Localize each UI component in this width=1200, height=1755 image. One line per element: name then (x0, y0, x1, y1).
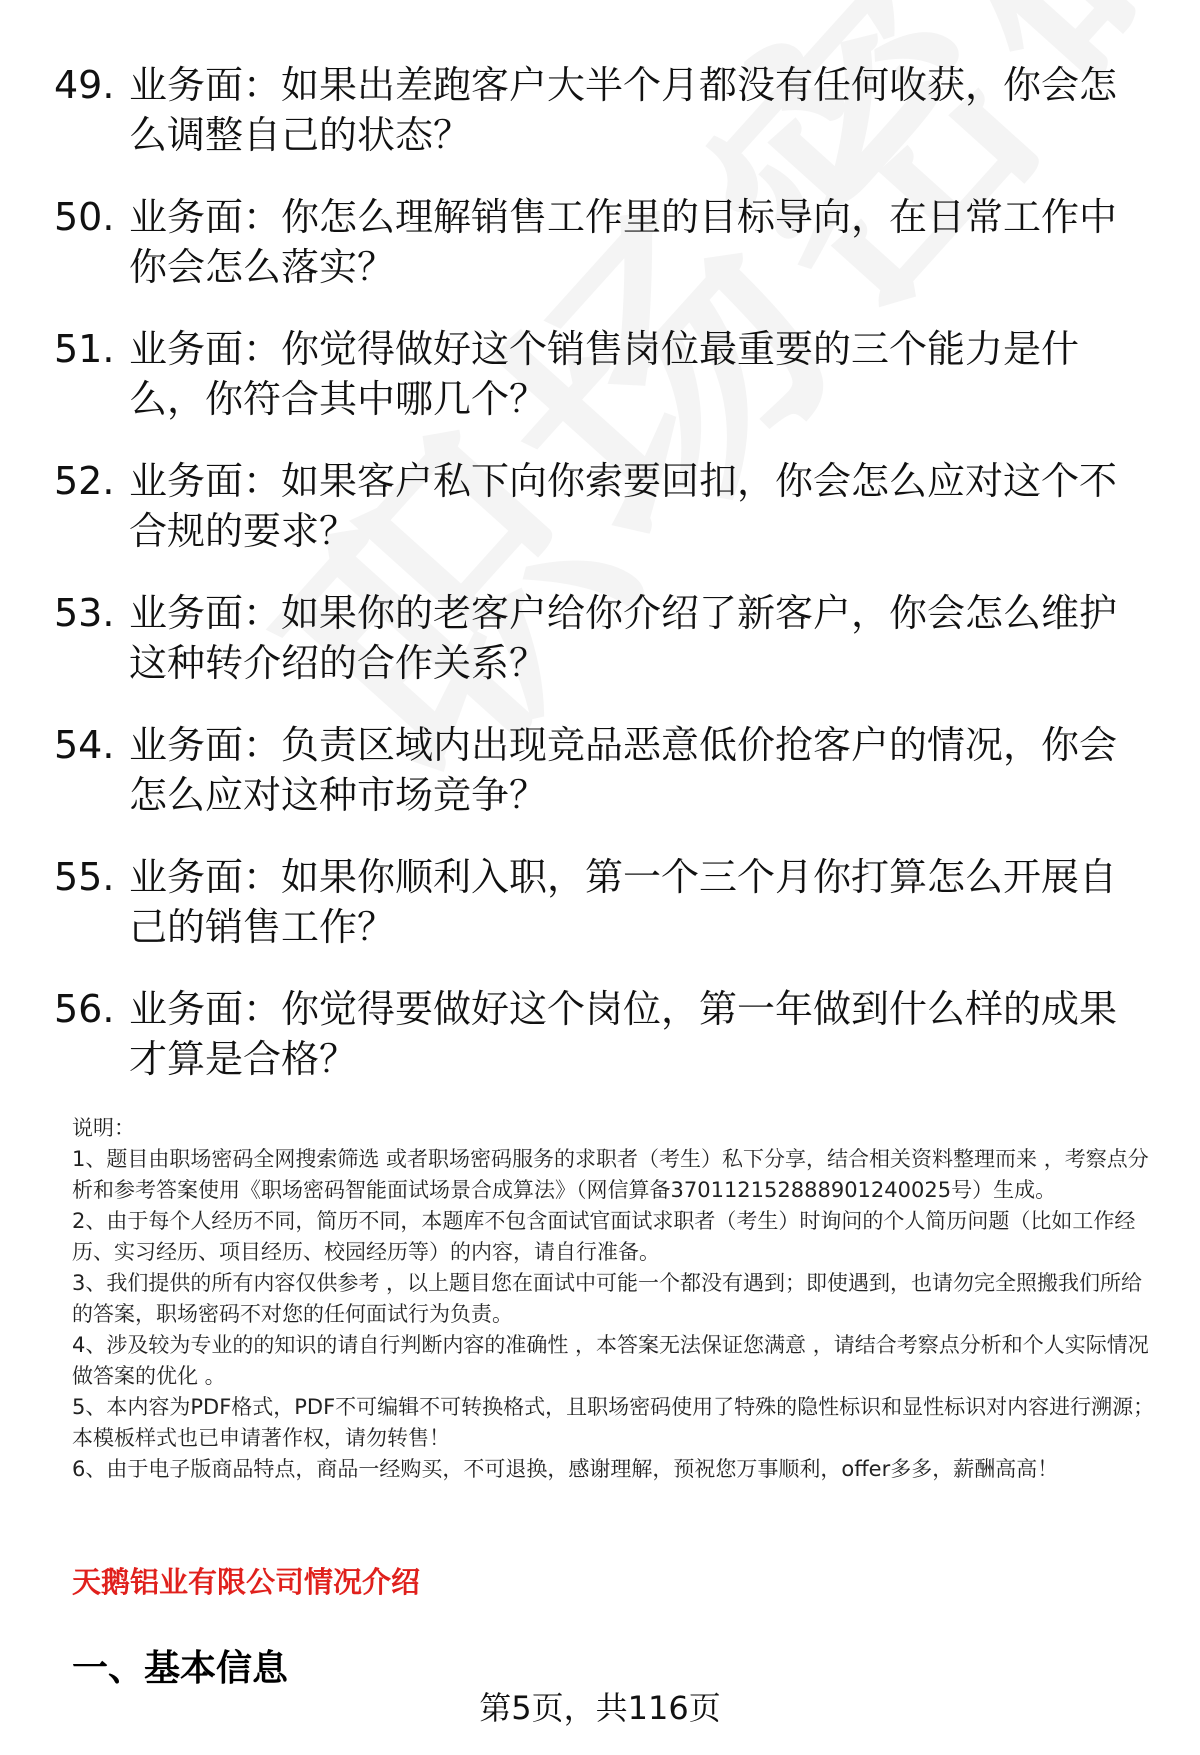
notes-heading: 说明： (72, 1116, 135, 1140)
question-number: 56. (54, 987, 115, 1031)
question-number: 49. (54, 63, 115, 107)
question-item (54, 324, 1154, 424)
section-heading: 一、基本信息 (72, 1648, 289, 1689)
question-text: 业务面：如果出差跑客户大半个月都没有任何收获，你会怎么调整自己的状态？ (129, 63, 1118, 157)
question-item (54, 60, 1154, 160)
question-text: 业务面：你觉得要做好这个岗位，第一年做到什么样的成果才算是合格？ (129, 987, 1118, 1081)
company-title: 天鹅铝业有限公司情况介绍 (72, 1565, 421, 1599)
question-text: 业务面：你觉得做好这个销售岗位最重要的三个能力是什么，你符合其中哪几个？ (129, 327, 1080, 421)
note-item: 3、我们提供的所有内容仅供参考 ，以上题目您在面试中可能一个都没有遇到；即使遇到，也请勿完全照搬我们所给的答案，职场密码不对您的任何面试行为负责。 (72, 1271, 1143, 1326)
question-item (54, 720, 1154, 820)
question-number: 51. (54, 327, 115, 371)
question-item (54, 192, 1154, 292)
question-number: 55. (54, 855, 115, 899)
note-item: 2、由于每个人经历不同，简历不同，本题库不包含面试官面试求职者（考生）时询问的个人简历问题（比如工作经历、实习经历、项目经历、校园经历等）的内容，请自行准备。 (72, 1209, 1136, 1264)
question-text: 业务面：如果你的老客户给你介绍了新客户，你会怎么维护这种转介绍的合作关系？ (129, 591, 1118, 685)
page-number: 第5页，共116页 (479, 1689, 721, 1727)
question-number: 50. (54, 195, 115, 239)
note-item: 6、由于电子版商品特点，商品一经购买，不可退换，感谢理解，预祝您万事顺利，offer多多，薪酬高高！ (72, 1457, 1059, 1481)
note-item: 5、本内容为PDF格式，PDF不可编辑不可转换格式，且职场密码使用了特殊的隐性标识和显性标识对内容进行溯源；本模板样式也已申请著作权，请勿转售！ (72, 1395, 1155, 1450)
question-text: 业务面：如果客户私下向你索要回扣，你会怎么应对这个不合规的要求？ (129, 459, 1118, 553)
question-text: 业务面：负责区域内出现竞品恶意低价抢客户的情况，你会怎么应对这种市场竞争？ (129, 723, 1118, 817)
question-text: 业务面：如果你顺利入职，第一个三个月你打算怎么开展自己的销售工作？ (129, 855, 1118, 949)
question-item (54, 588, 1154, 688)
note-item: 4、涉及较为专业的的知识的请自行判断内容的准确性 ，本答案无法保证您满意 ，请结合考察点分析和个人实际情况做答案的优化 。 (72, 1333, 1149, 1388)
question-list (54, 60, 1154, 1116)
question-text: 业务面：你怎么理解销售工作里的目标导向，在日常工作中你会怎么落实？ (129, 195, 1118, 289)
question-number: 52. (54, 459, 115, 503)
question-number: 53. (54, 591, 115, 635)
note-item: 1、题目由职场密码全网搜索筛选 或者职场密码服务的求职者（考生）私下分享，结合相关资料整理而来 ，考察点分析和参考答案使用《职场密码智能面试场景合成算法》（网信算备370112152888901240025号）生成。 (72, 1147, 1149, 1202)
question-item (54, 456, 1154, 556)
notes-section (72, 1113, 1158, 1485)
question-item (54, 852, 1154, 952)
question-number: 54. (54, 723, 115, 767)
question-item (54, 984, 1154, 1084)
